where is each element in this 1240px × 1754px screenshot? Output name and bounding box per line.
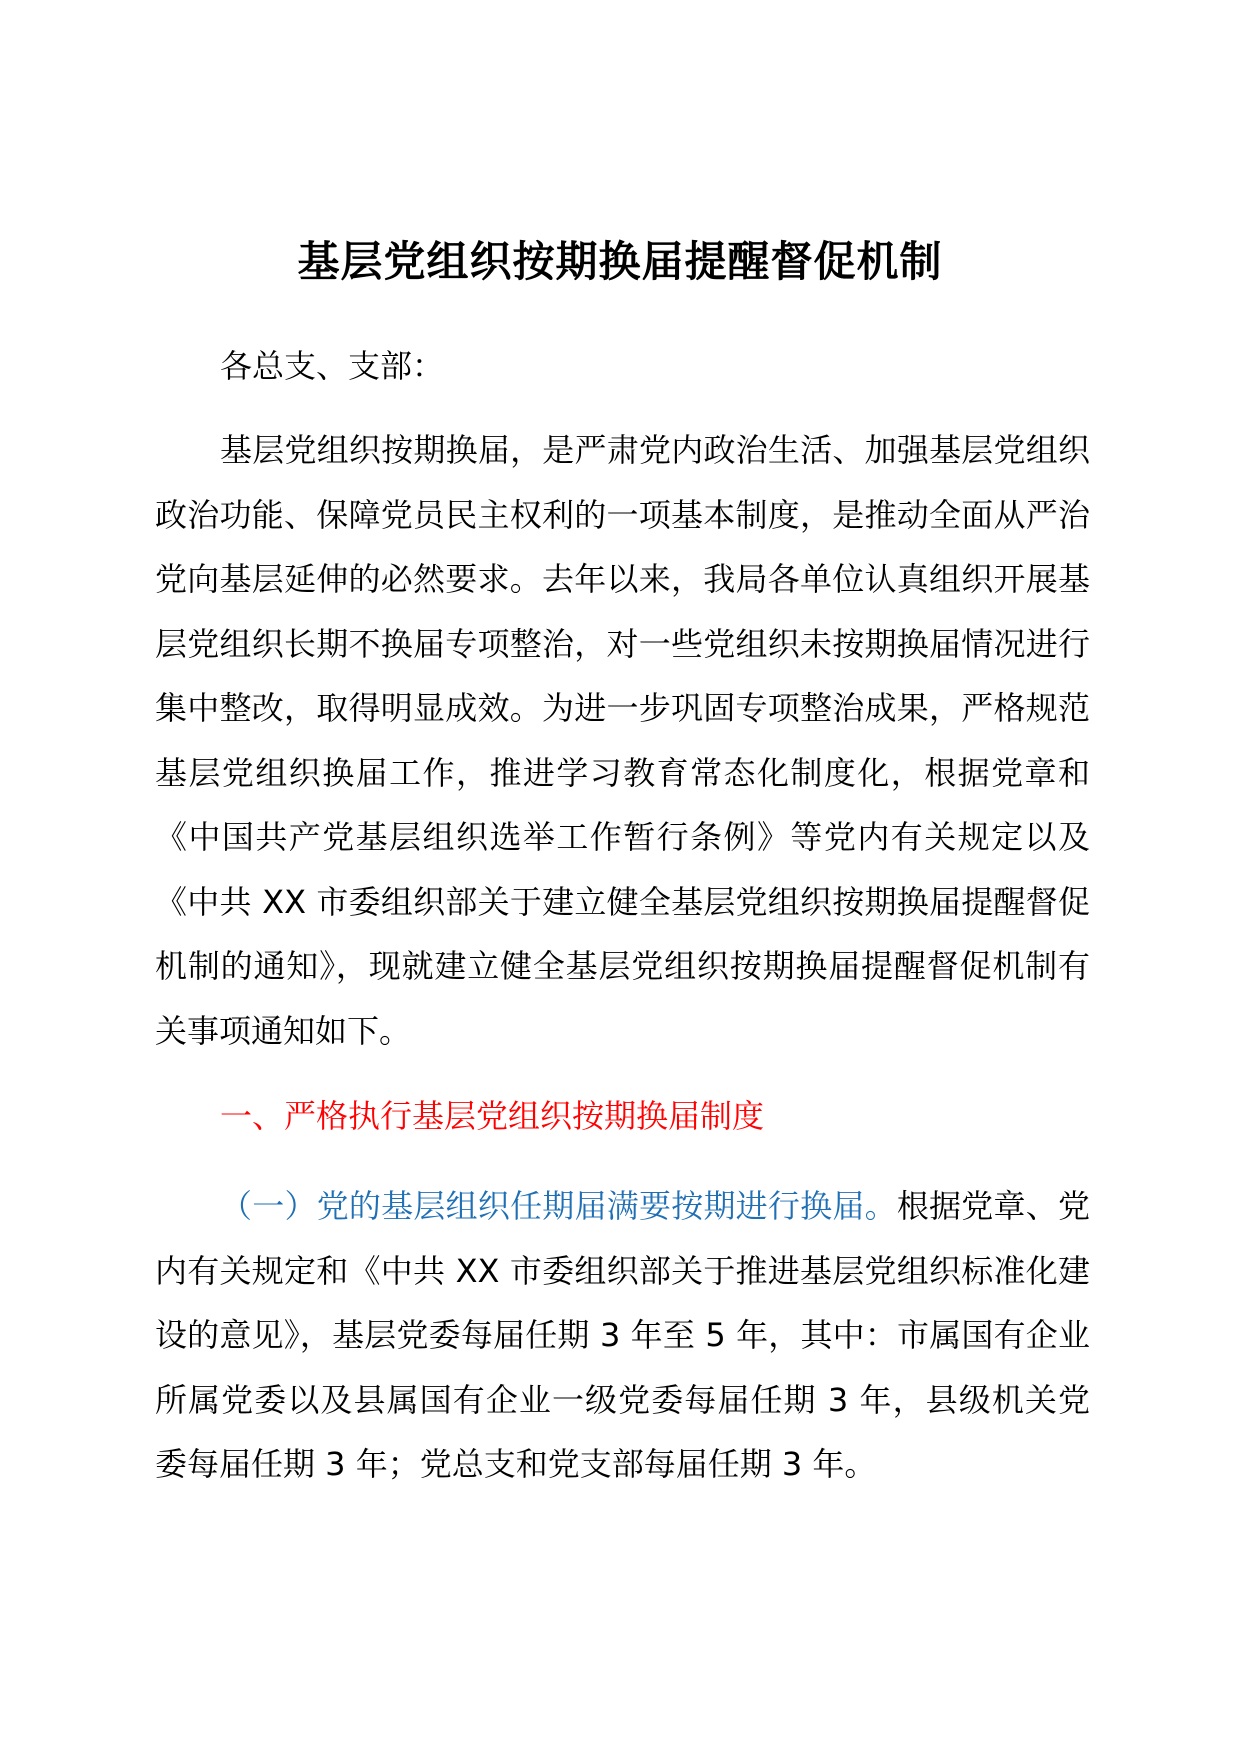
- salutation: 各总支、支部：: [220, 347, 445, 385]
- section-heading-1: 一、严格执行基层党组织按期换届制度: [220, 1097, 765, 1135]
- intro-paragraph: 基层党组织按期换届，是严肃党内政治生活、加强基层党组织政治功能、保障党员民主权利的一项基本制度，是推动全面从严治党向基层延伸的必然要求。去年以来，我局各单位认真组织开展基层党组织长期不换届专项整治，对一些党组织未按期换届情况进行集中整改，取得明显成效。为进一步巩固专项整治成果，严格规范基层党组织换届工作，推进学习教育常态化制度化，根据党章和《中国共产党基层组织选举工作暂行条例》等党内有关规定以及《中共 XX 市委组织部关于建立健全基层党组织按期换届提醒督促机制的通知》，现就建立健全基层党组织按期换届提醒督促机制有关事项通知如下。: [155, 431, 1090, 1050]
- sub-heading-1-body: 根据党章、党内有关规定和《中共 XX 市委组织部关于推进基层党组织标准化建设的意见》，基层党委每届任期 3 年至 5 年，其中：市属国有企业所属党委以及县属国有企业一级党委每届任期 3 年，县级机关党委每届任期 3 年；党总支和党支部每届任期 3 年。: [155, 1187, 1090, 1483]
- section-1-paragraph-1: [155, 1174, 1090, 1497]
- document-title: 基层党组织按期换届提醒督促机制: [297, 237, 943, 286]
- sub-heading-1: （一）党的基层组织任期届满要按期进行换届。: [220, 1187, 897, 1225]
